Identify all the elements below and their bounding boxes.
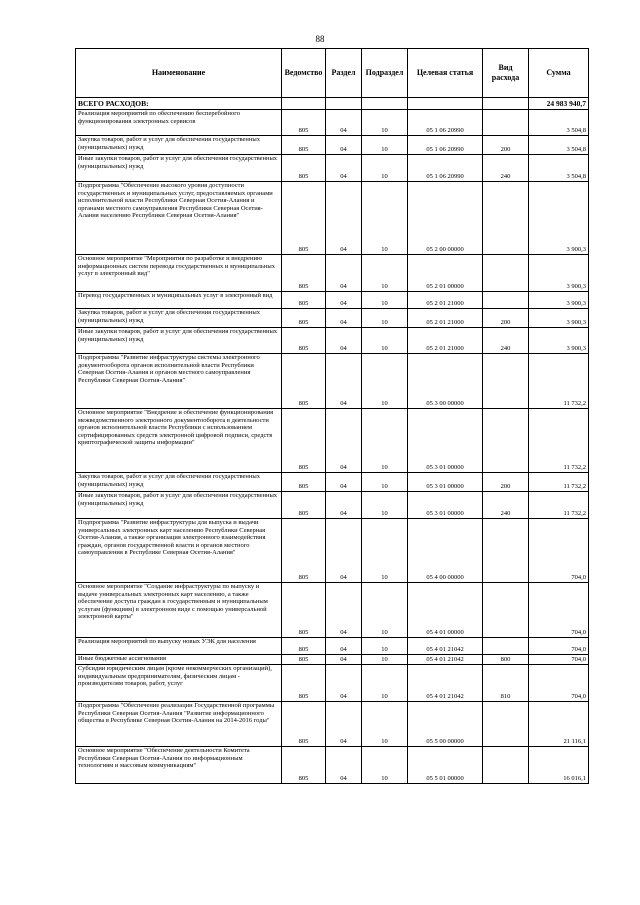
table-row <box>76 638 589 655</box>
row-name: Иные закупки товаров, работ и услуг для обеспечения государственных (муниципальных) нужд <box>76 328 282 354</box>
row-subsection: 10 <box>362 182 408 255</box>
row-subsection: 10 <box>362 747 408 784</box>
header-expense-type: Вид расхода <box>483 49 529 98</box>
row-expense-type: 800 <box>483 655 529 665</box>
header-department: Ведомство <box>282 49 326 98</box>
row-department: 805 <box>282 255 326 292</box>
header-target-article: Целевая статья <box>408 49 483 98</box>
row-name: Закупка товаров, работ и услуг для обеспечения государственных (муниципальных) нужд <box>76 473 282 492</box>
row-name: Реализация мероприятий по обеспечению бесперебойного функционирования электронных сервисов <box>76 110 282 136</box>
row-name: Иные закупки товаров, работ и услуг для обеспечения государственных (муниципальных) нужд <box>76 155 282 182</box>
row-name: Основное мероприятие "Обеспечение деятельности Комитета Республики Северная Осетия-Алания по информационным технологиям и массовым коммуникациям" <box>76 747 282 784</box>
row-amount: 21 116,1 <box>529 702 589 747</box>
row-amount: 704,0 <box>529 638 589 655</box>
row-expense-type <box>483 702 529 747</box>
table-row <box>76 182 589 255</box>
row-target-article: 05 4 01 21042 <box>408 665 483 702</box>
row-subsection: 10 <box>362 354 408 409</box>
row-amount: 704,0 <box>529 665 589 702</box>
row-name: Основное мероприятие "Внедрение и обеспечение функционирования межведомственного электронного документооборота в деятельности органов исполнительной власти Республики с использованием сертифицированных средств электронной цифровой подписи, средств криптографической защиты информации" <box>76 409 282 473</box>
table-row <box>76 309 589 328</box>
row-subsection: 10 <box>362 638 408 655</box>
row-department: 805 <box>282 702 326 747</box>
row-expense-type <box>483 747 529 784</box>
table-row <box>76 354 589 409</box>
table-row <box>76 110 589 136</box>
table-row <box>76 473 589 492</box>
total-row <box>76 98 589 110</box>
row-section: 04 <box>326 309 362 328</box>
table-row <box>76 155 589 182</box>
row-amount: 3 900,3 <box>529 255 589 292</box>
row-expense-type <box>483 354 529 409</box>
row-target-article: 05 2 00 00000 <box>408 182 483 255</box>
row-department: 805 <box>282 409 326 473</box>
row-section: 04 <box>326 473 362 492</box>
row-name: Основное мероприятие "Мероприятия по разработке и внедрению информационных систем перевода государственных и муниципальных услуг в электронный вид" <box>76 255 282 292</box>
row-section: 04 <box>326 638 362 655</box>
row-amount: 11 732,2 <box>529 473 589 492</box>
row-subsection: 10 <box>362 309 408 328</box>
row-department: 805 <box>282 638 326 655</box>
row-target-article: 05 3 01 00000 <box>408 492 483 519</box>
row-subsection: 10 <box>362 255 408 292</box>
row-target-article: 05 3 01 00000 <box>408 473 483 492</box>
header-section: Раздел <box>326 49 362 98</box>
row-expense-type <box>483 409 529 473</box>
row-subsection: 10 <box>362 702 408 747</box>
table-row <box>76 519 589 583</box>
row-section: 04 <box>326 110 362 136</box>
row-amount: 3 900,3 <box>529 182 589 255</box>
row-subsection: 10 <box>362 110 408 136</box>
table-row <box>76 255 589 292</box>
row-name: Подпрограмма "Обеспечение высокого уровня доступности государственных и муниципальных услуг, предоставляемых органами исполнительной власти Республики Северная Осетия-Алания и органами местного самоуправления Республики Северная Осетия-Алания населению Республики Северная Осетия-Алания" <box>76 182 282 255</box>
row-department: 805 <box>282 155 326 182</box>
row-expense-type: 200 <box>483 136 529 155</box>
row-subsection: 10 <box>362 136 408 155</box>
table-row <box>76 292 589 309</box>
header-subsection: Подраздел <box>362 49 408 98</box>
row-department: 805 <box>282 655 326 665</box>
page-number: 88 <box>315 34 325 44</box>
row-expense-type <box>483 638 529 655</box>
row-department: 805 <box>282 473 326 492</box>
row-subsection: 10 <box>362 655 408 665</box>
row-name: Подпрограмма "Развитие инфраструктуры системы электронного документооборота органов исполнительной власти Республики Северная Осетия-Алания и органов местного самоуправления Республики Северная Осетия-Алания" <box>76 354 282 409</box>
row-subsection: 10 <box>362 328 408 354</box>
row-target-article: 05 2 01 21000 <box>408 292 483 309</box>
row-name: Перевод государственных и муниципальных услуг в электронный вид <box>76 292 282 309</box>
row-target-article: 05 3 01 00000 <box>408 409 483 473</box>
row-expense-type <box>483 292 529 309</box>
row-name: Субсидии юридическим лицам (кроме некоммерческих организаций), индивидуальным предпринимателям, физическим лицам - производителям товаров, работ, услуг <box>76 665 282 702</box>
row-expense-type: 240 <box>483 328 529 354</box>
expenses-table <box>75 48 589 784</box>
row-subsection: 10 <box>362 492 408 519</box>
row-department: 805 <box>282 747 326 784</box>
table-row <box>76 702 589 747</box>
table-row <box>76 665 589 702</box>
total-amount: 24 983 940,7 <box>529 98 589 110</box>
row-name: Подпрограмма "Обеспечение реализации Государственной программы Республики Северная Осетия-Алания "Развитие информационного общества в Республике Северная Осетия-Алания на 2014-2016 годы" <box>76 702 282 747</box>
table-row <box>76 328 589 354</box>
row-expense-type: 810 <box>483 665 529 702</box>
row-expense-type: 200 <box>483 473 529 492</box>
row-department: 805 <box>282 309 326 328</box>
header-name: Наименование <box>76 49 282 98</box>
row-amount: 11 732,2 <box>529 409 589 473</box>
row-target-article: 05 2 01 21000 <box>408 328 483 354</box>
row-amount: 3 900,3 <box>529 292 589 309</box>
row-subsection: 10 <box>362 665 408 702</box>
row-target-article: 05 5 01 00000 <box>408 747 483 784</box>
row-name: Закупка товаров, работ и услуг для обеспечения государственных (муниципальных) нужд <box>76 136 282 155</box>
row-amount: 704,0 <box>529 655 589 665</box>
row-name: Основное мероприятие "Создание инфраструктуры по выпуску и выдаче универсальных электронных карт населению, а также обеспечение доступа граждан к государственным и муниципальным услугам (функциям) в электронном виде с помощью универсальной электронной карты" <box>76 583 282 638</box>
row-amount: 3 504,8 <box>529 136 589 155</box>
row-target-article: 05 3 00 00000 <box>408 354 483 409</box>
row-expense-type <box>483 519 529 583</box>
row-subsection: 10 <box>362 155 408 182</box>
header-amount: Сумма <box>529 49 589 98</box>
row-department: 805 <box>282 665 326 702</box>
row-name: Иные бюджетные ассигнования <box>76 655 282 665</box>
row-target-article: 05 4 00 00000 <box>408 519 483 583</box>
row-section: 04 <box>326 655 362 665</box>
row-name: Закупка товаров, работ и услуг для обеспечения государственных (муниципальных) нужд <box>76 309 282 328</box>
row-department: 805 <box>282 354 326 409</box>
row-department: 805 <box>282 583 326 638</box>
header-row <box>76 49 589 98</box>
row-department: 805 <box>282 110 326 136</box>
row-target-article: 05 4 01 00000 <box>408 583 483 638</box>
table-row <box>76 655 589 665</box>
row-target-article: 05 1 06 20990 <box>408 110 483 136</box>
row-subsection: 10 <box>362 519 408 583</box>
row-name: Подпрограмма "Развитие инфраструктуры для выпуска и выдачи универсальных электронных карт населению Республики Северная Осетия-Алания, а также организация электронного взаимодействия граждан, органов государственной власти и органов местного самоуправления в Республике Северная Осетия-Алания" <box>76 519 282 583</box>
table-row <box>76 583 589 638</box>
row-section: 04 <box>326 354 362 409</box>
row-section: 04 <box>326 519 362 583</box>
row-target-article: 05 4 01 21042 <box>408 655 483 665</box>
row-expense-type <box>483 255 529 292</box>
row-section: 04 <box>326 665 362 702</box>
row-target-article: 05 2 01 00000 <box>408 255 483 292</box>
row-department: 805 <box>282 519 326 583</box>
row-expense-type <box>483 110 529 136</box>
table-row <box>76 747 589 784</box>
row-amount: 11 732,2 <box>529 354 589 409</box>
row-section: 04 <box>326 155 362 182</box>
row-department: 805 <box>282 328 326 354</box>
row-department: 805 <box>282 492 326 519</box>
row-section: 04 <box>326 747 362 784</box>
row-subsection: 10 <box>362 583 408 638</box>
row-amount: 3 900,3 <box>529 309 589 328</box>
row-target-article: 05 1 06 20990 <box>408 136 483 155</box>
table-row <box>76 409 589 473</box>
row-section: 04 <box>326 583 362 638</box>
row-department: 805 <box>282 136 326 155</box>
row-subsection: 10 <box>362 473 408 492</box>
total-label: ВСЕГО РАСХОДОВ: <box>76 98 282 110</box>
row-name: Иные закупки товаров, работ и услуг для обеспечения государственных (муниципальных) нужд <box>76 492 282 519</box>
row-subsection: 10 <box>362 409 408 473</box>
row-amount: 3 900,3 <box>529 328 589 354</box>
row-amount: 11 732,2 <box>529 492 589 519</box>
row-section: 04 <box>326 255 362 292</box>
row-section: 04 <box>326 292 362 309</box>
row-target-article: 05 1 06 20990 <box>408 155 483 182</box>
row-department: 805 <box>282 182 326 255</box>
row-amount: 704,0 <box>529 519 589 583</box>
row-subsection: 10 <box>362 292 408 309</box>
row-section: 04 <box>326 136 362 155</box>
row-target-article: 05 4 01 21042 <box>408 638 483 655</box>
table-row <box>76 492 589 519</box>
row-target-article: 05 2 01 21000 <box>408 309 483 328</box>
row-section: 04 <box>326 409 362 473</box>
row-section: 04 <box>326 492 362 519</box>
row-name: Реализация мероприятий по выпуску новых УЭК для населения <box>76 638 282 655</box>
row-amount: 16 016,1 <box>529 747 589 784</box>
table-row <box>76 136 589 155</box>
row-amount: 3 504,8 <box>529 155 589 182</box>
row-department: 805 <box>282 292 326 309</box>
row-section: 04 <box>326 182 362 255</box>
row-expense-type: 240 <box>483 155 529 182</box>
row-expense-type <box>483 182 529 255</box>
row-expense-type: 240 <box>483 492 529 519</box>
row-target-article: 05 5 00 00000 <box>408 702 483 747</box>
row-amount: 3 504,8 <box>529 110 589 136</box>
row-section: 04 <box>326 328 362 354</box>
row-expense-type <box>483 583 529 638</box>
row-amount: 704,0 <box>529 583 589 638</box>
row-expense-type: 200 <box>483 309 529 328</box>
row-section: 04 <box>326 702 362 747</box>
